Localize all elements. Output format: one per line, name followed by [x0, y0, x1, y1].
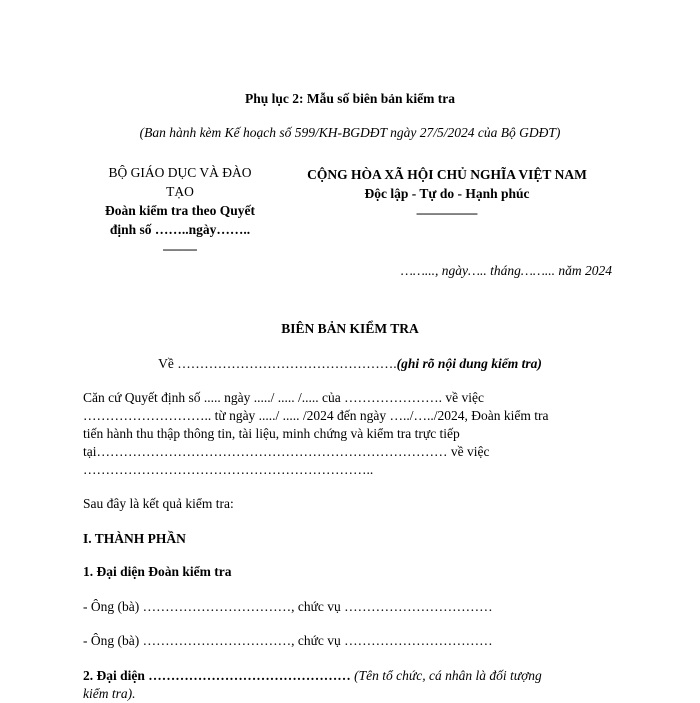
item-2-note-line2: kiểm tra).: [83, 686, 136, 701]
item-inspection-team-representative: 1. Đại diện Đoàn kiểm tra: [83, 564, 232, 579]
date-line: ……..., ngày….. tháng……... năm 2024: [400, 263, 612, 278]
inspection-team-line2: định số ……..ngày……..: [109, 222, 251, 237]
item-2-note-line1: (Tên tổ chức, cá nhân là đối tượng: [354, 668, 542, 683]
subject-line: [0, 356, 700, 372]
member-line: - Ông (bà) ……………………………, chức vụ ……………………………: [83, 633, 493, 648]
basis-line-5: ………………………………………………………..: [83, 462, 374, 477]
document-title: BIÊN BẢN KIỂM TRA: [281, 321, 419, 336]
member-line: - Ông (bà) ……………………………, chức vụ ……………………………: [83, 599, 493, 614]
section-heading-composition: I. THÀNH PHẦN: [83, 531, 186, 546]
item-inspected-party-representative: [83, 667, 542, 703]
issuing-agency-block: [80, 163, 280, 258]
item-2-label: 2. Đại diện ………………………………………: [83, 668, 351, 683]
appendix-subtitle: (Ban hành kèm Kế hoạch số 599/KH-BGDĐT ngày 27/5/2024 của Bộ GDĐT): [139, 125, 561, 140]
basis-line-4: tại…………………………………………………………………… về việc: [83, 444, 490, 459]
subject-prefix: Về ………………………………………….: [158, 356, 397, 371]
legal-basis-paragraph: [83, 389, 618, 479]
ministry-name-line2: TẠO: [166, 184, 194, 199]
country-name: CỘNG HÒA XÃ HỘI CHỦ NGHĨA VIỆT NAM: [307, 167, 587, 182]
national-heading-block: [287, 165, 607, 222]
subject-note: (ghi rõ nội dung kiểm tra): [396, 356, 542, 371]
national-motto: Độc lập - Tự do - Hạnh phúc: [364, 186, 530, 201]
right-separator: –––––––––: [416, 205, 478, 220]
basis-line-3: tiến hành thu thập thông tin, tài liệu, minh chứng và kiểm tra trực tiếp: [83, 426, 460, 441]
basis-line-2: ……………………….. từ ngày ...../ ..... /2024 đến ngày …../…../2024, Đoàn kiểm tra: [83, 408, 549, 423]
left-separator: –––––: [163, 241, 197, 256]
appendix-title: Phụ lục 2: Mẫu số biên bản kiểm tra: [244, 91, 456, 106]
basis-line-1: Căn cứ Quyết định số ..... ngày ...../ ..... /..... của …………………. về việc: [83, 390, 485, 405]
inspection-team-line1: Đoàn kiểm tra theo Quyết: [105, 203, 255, 218]
ministry-name-line1: BỘ GIÁO DỤC VÀ ĐÀO: [108, 165, 252, 180]
results-intro: Sau đây là kết quả kiểm tra:: [83, 496, 234, 511]
